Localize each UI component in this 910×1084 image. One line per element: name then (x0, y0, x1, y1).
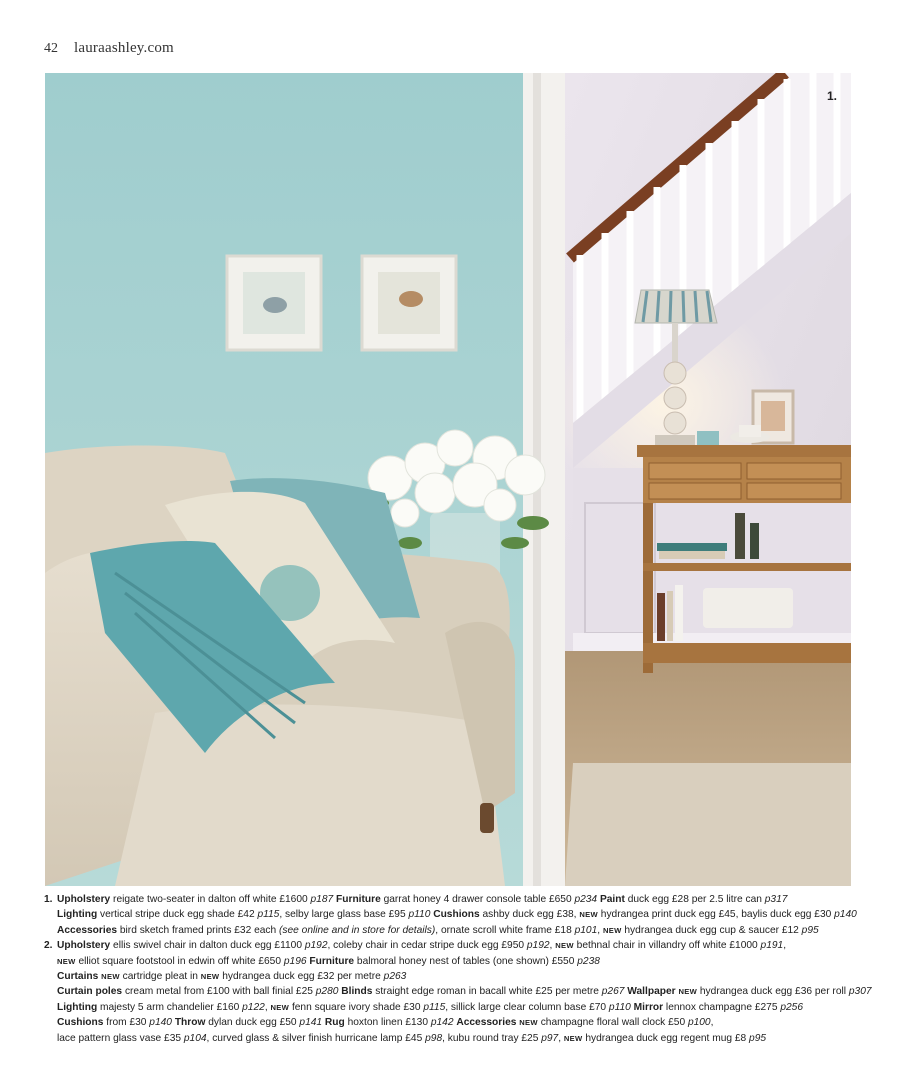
caption-text: fenn square ivory shade £30 (289, 1001, 424, 1013)
caption-text: hydrangea duck egg cup & saucer £12 (621, 924, 802, 936)
caption-text: lennox champagne £275 (663, 1001, 781, 1013)
caption-text: hoxton linen £130 (344, 1017, 431, 1029)
caption-category: Curtains (57, 971, 99, 983)
page-number: 42 (44, 41, 58, 56)
photo-marker: 1. (826, 89, 837, 103)
caption-line (57, 969, 874, 984)
caption-text: , sillick large clear column base £70 (445, 1001, 609, 1013)
page-header (44, 40, 174, 64)
caption-category: Lighting (57, 909, 98, 921)
page-reference: p140 (149, 1017, 172, 1029)
caption-category: Accessories (57, 924, 118, 936)
rug (565, 763, 851, 886)
new-badge: NEW (519, 1018, 538, 1028)
page-reference: p115 (423, 1001, 446, 1013)
new-badge: NEW (602, 925, 622, 935)
page-reference: p187 (310, 894, 334, 905)
new-badge: NEW (678, 987, 698, 997)
caption-category: Cushions (433, 909, 480, 921)
new-badge: NEW (579, 910, 598, 920)
new-badge: NEW (200, 972, 220, 982)
page-reference: p95 (749, 1032, 767, 1044)
caption-category: Paint (599, 894, 625, 905)
page-reference: p191 (760, 940, 784, 952)
caption-category: Accessories (456, 1017, 517, 1029)
caption-line (57, 923, 874, 938)
caption-text: cream metal from £100 with ball finial £25 (122, 986, 316, 998)
caption-text: hydrangea duck egg £36 per roll (697, 986, 849, 998)
caption-line (57, 907, 874, 922)
caption-number: 2. (44, 940, 53, 952)
caption-text: ashby duck egg £38, (479, 909, 580, 921)
caption-text: , selby large glass base £95 (279, 909, 409, 921)
caption-category: Throw (174, 1017, 206, 1029)
page-reference: p140 (834, 909, 857, 921)
caption-category: Rug (324, 1017, 345, 1029)
caption-line (57, 984, 874, 999)
page-reference: p100 (687, 1017, 711, 1029)
caption-text: , kubu round tray £25 (442, 1032, 542, 1044)
caption-text: , curved glass & silver finish hurricane lamp £45 (206, 1032, 426, 1044)
page-reference: p142 (430, 1017, 454, 1029)
caption-category: Mirror (633, 1001, 664, 1013)
new-badge: NEW (101, 972, 120, 982)
caption-text: vertical stripe duck egg shade £42 (97, 909, 258, 921)
caption-text: bird sketch framed prints £32 each (117, 924, 279, 936)
new-badge: NEW (563, 1033, 583, 1043)
caption-text: , (597, 924, 603, 936)
page-reference: p192 (304, 940, 328, 952)
page-reference: p192 (526, 940, 550, 952)
caption-line (57, 1000, 874, 1015)
caption-text: , (558, 1032, 564, 1044)
caption-line (57, 938, 874, 953)
caption-line (57, 1015, 874, 1030)
page-reference: p110 (408, 909, 431, 921)
page-reference: p115 (257, 909, 280, 921)
caption-text: majesty 5 arm chandelier £160 (97, 1001, 243, 1013)
caption-group (44, 938, 874, 1046)
caption-text: hydrangea duck egg regent mug £8 (582, 1032, 750, 1044)
caption-text: , (549, 940, 556, 952)
caption-text: balmoral honey nest of tables (one shown) £550 (354, 955, 578, 967)
product-captions (44, 892, 874, 1046)
new-badge: NEW (270, 1002, 290, 1012)
caption-text: , (264, 1001, 271, 1013)
new-badge: NEW (57, 956, 76, 966)
page-reference: p104 (183, 1032, 207, 1044)
page-reference: p256 (780, 1001, 804, 1013)
caption-text: garrat honey 4 drawer console table £650 (380, 894, 575, 905)
caption-text: reigate two-seater in dalton off white £1600 (110, 894, 311, 905)
page-reference: (see online and in store for details) (279, 924, 436, 936)
caption-category: Wallpaper (627, 986, 676, 998)
caption-text: bethnal chair in villandry off white £1000 (573, 940, 761, 952)
page-reference: p280 (315, 986, 339, 998)
caption-text: hydrangea print duck egg £45, baylis duck egg £30 (597, 909, 835, 921)
page-reference: p122 (242, 1001, 265, 1013)
caption-line (57, 1031, 874, 1046)
caption-text: , ornate scroll white frame £18 (435, 924, 575, 936)
caption-group (44, 892, 874, 938)
caption-text: ellis swivel chair in dalton duck egg £1100 (110, 940, 305, 952)
caption-text: champagne floral wall clock £50 (537, 1017, 688, 1029)
page-reference: p95 (801, 924, 819, 936)
page-reference: p307 (848, 986, 872, 998)
page-reference: p110 (608, 1001, 631, 1013)
caption-category: Upholstery (57, 940, 111, 952)
caption-text: elliot square footstool in edwin off white £650 (75, 955, 284, 967)
caption-text: cartridge pleat in (119, 971, 201, 983)
page-reference: p196 (283, 955, 307, 967)
caption-category: Furniture (309, 955, 355, 967)
caption-text: lace pattern glass vase £35 (57, 1032, 184, 1044)
page-reference: p238 (577, 955, 600, 967)
page-reference: p234 (574, 894, 598, 905)
site-url: lauraashley.com (74, 40, 174, 56)
page-reference: p263 (383, 971, 407, 983)
caption-category: Lighting (57, 1001, 98, 1013)
caption-text: duck egg £28 per 2.5 litre can (624, 894, 765, 905)
caption-text: straight edge roman in bacall white £25 per metre (372, 986, 602, 998)
room-illustration (45, 73, 851, 886)
caption-text: , (783, 940, 787, 952)
page-reference: p98 (425, 1032, 443, 1044)
caption-line (57, 892, 874, 907)
caption-category: Cushions (57, 1017, 104, 1029)
caption-category: Upholstery (57, 894, 111, 905)
caption-text: , coleby chair in cedar stripe duck egg £950 (327, 940, 527, 952)
page-reference: p141 (299, 1017, 323, 1029)
room-photo (45, 73, 851, 886)
caption-text: , (710, 1017, 714, 1029)
caption-category: Furniture (336, 894, 381, 905)
page-reference: p267 (601, 986, 625, 998)
caption-number: 1. (44, 894, 53, 905)
caption-text: dylan duck egg £50 (205, 1017, 300, 1029)
page-reference: p101 (574, 924, 598, 936)
caption-text: from £30 (103, 1017, 150, 1029)
caption-category: Blinds (341, 986, 373, 998)
new-badge: NEW (555, 941, 574, 951)
caption-category: Curtain poles (57, 986, 123, 998)
page-reference: p97 (541, 1032, 559, 1044)
caption-line (57, 954, 874, 969)
page-reference: p317 (764, 894, 788, 905)
caption-text: hydrangea duck egg £32 per metre (219, 971, 384, 983)
